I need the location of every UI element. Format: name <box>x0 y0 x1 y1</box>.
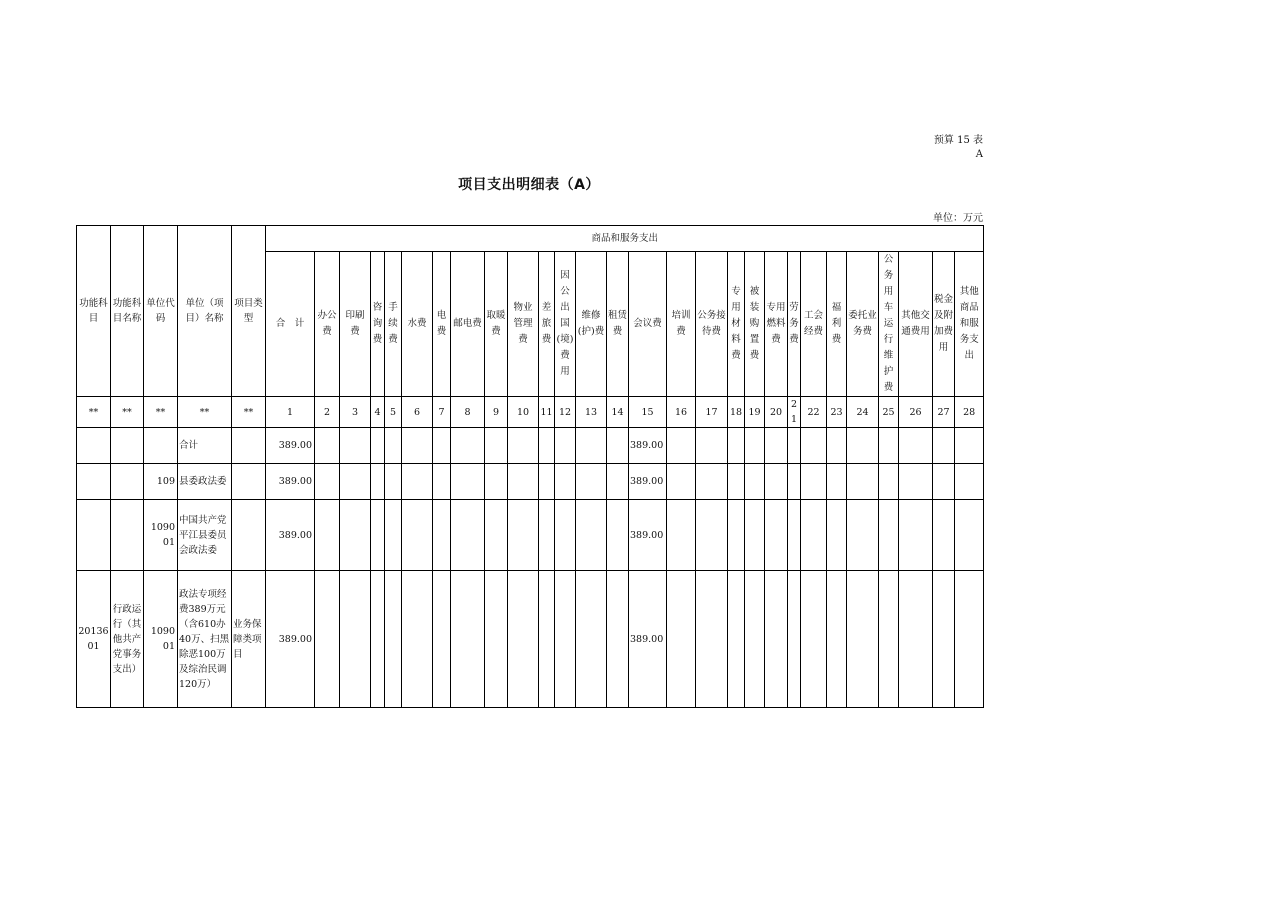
cell-empty <box>827 571 847 708</box>
cell-unit-name: 政法专项经费389万元（含610办40万、扫黑除恶100万及综治民调120万） <box>178 571 232 708</box>
index-cell: 20 <box>765 397 788 428</box>
index-cell: 3 <box>340 397 371 428</box>
cell-empty <box>955 464 984 500</box>
cell-empty <box>402 464 433 500</box>
header-expense-20: 专用燃料费 <box>765 252 788 397</box>
cell-empty <box>696 571 728 708</box>
header-expense-18: 专用材料费 <box>728 252 745 397</box>
cell-empty <box>899 571 933 708</box>
header-expense-14: 租赁费 <box>607 252 629 397</box>
index-cell: 18 <box>728 397 745 428</box>
cell-unit-code: 109001 <box>144 500 178 571</box>
header-expense-10: 物业管理费 <box>508 252 539 397</box>
cell-empty <box>315 500 340 571</box>
cell-empty <box>371 428 385 464</box>
cell-empty <box>899 500 933 571</box>
cell-empty <box>788 428 801 464</box>
cell-func-name <box>111 500 144 571</box>
cell-empty <box>955 428 984 464</box>
header-expense-17: 公务接待费 <box>696 252 728 397</box>
cell-unit-code <box>144 428 178 464</box>
cell-empty <box>451 571 485 708</box>
cell-empty <box>385 571 402 708</box>
cell-project-type: 业务保障类项目 <box>232 571 266 708</box>
cell-empty <box>607 428 629 464</box>
cell-empty <box>385 500 402 571</box>
cell-empty <box>879 464 899 500</box>
document-title: 项目支出明细表（A） <box>458 177 600 193</box>
cell-empty <box>667 500 696 571</box>
cell-empty <box>371 571 385 708</box>
cell-unit-name: 县委政法委 <box>178 464 232 500</box>
cell-empty <box>827 464 847 500</box>
index-cell: 26 <box>899 397 933 428</box>
cell-empty <box>765 464 788 500</box>
cell-empty <box>402 571 433 708</box>
cell-func-code: 2013601 <box>77 571 111 708</box>
cell-empty <box>539 428 555 464</box>
cell-empty <box>315 464 340 500</box>
cell-total: 389.00 <box>266 464 315 500</box>
header-expense-16: 培训费 <box>667 252 696 397</box>
index-cell: 7 <box>433 397 451 428</box>
cell-project-type <box>232 428 266 464</box>
cell-empty <box>555 464 576 500</box>
cell-total: 389.00 <box>266 571 315 708</box>
cell-empty <box>801 464 827 500</box>
index-cell: 22 <box>801 397 827 428</box>
header-expense-4: 咨询费 <box>371 252 385 397</box>
header-expense-7: 电费 <box>433 252 451 397</box>
cell-empty <box>315 571 340 708</box>
cell-meeting-fee: 389.00 <box>629 571 667 708</box>
cell-empty <box>508 571 539 708</box>
cell-unit-name: 中国共产党平江县委员会政法委 <box>178 500 232 571</box>
header-expense-21: 劳务费 <box>788 252 801 397</box>
cell-empty <box>847 464 879 500</box>
cell-func-name <box>111 428 144 464</box>
cell-unit-name: 合计 <box>178 428 232 464</box>
cell-func-code <box>77 464 111 500</box>
cell-empty <box>788 464 801 500</box>
cell-empty <box>340 464 371 500</box>
cell-empty <box>451 464 485 500</box>
header-expense-12: 因公出国(境)费用 <box>555 252 576 397</box>
header-func-code: 功能科目 <box>77 226 111 397</box>
cell-meeting-fee: 389.00 <box>629 500 667 571</box>
index-cell: 28 <box>955 397 984 428</box>
cell-empty <box>933 464 955 500</box>
cell-func-name <box>111 464 144 500</box>
cell-project-type <box>232 464 266 500</box>
form-suffix: A <box>975 149 983 160</box>
index-cell: 12 <box>555 397 576 428</box>
cell-empty <box>576 464 607 500</box>
cell-empty <box>385 428 402 464</box>
cell-empty <box>340 571 371 708</box>
cell-empty <box>696 428 728 464</box>
cell-empty <box>402 500 433 571</box>
cell-empty <box>451 500 485 571</box>
index-cell: 13 <box>576 397 607 428</box>
cell-meeting-fee: 389.00 <box>629 464 667 500</box>
header-expense-23: 福利费 <box>827 252 847 397</box>
cell-func-code <box>77 428 111 464</box>
cell-empty <box>555 571 576 708</box>
header-expense-24: 委托业务费 <box>847 252 879 397</box>
index-cell: 6 <box>402 397 433 428</box>
index-cell: 25 <box>879 397 899 428</box>
cell-empty <box>847 571 879 708</box>
cell-empty <box>765 571 788 708</box>
cell-func-code <box>77 500 111 571</box>
index-cell: 15 <box>629 397 667 428</box>
cell-empty <box>508 464 539 500</box>
cell-empty <box>433 464 451 500</box>
cell-empty <box>667 428 696 464</box>
cell-empty <box>933 500 955 571</box>
index-cell: 21 <box>788 397 801 428</box>
cell-empty <box>667 571 696 708</box>
cell-empty <box>788 500 801 571</box>
cell-empty <box>576 428 607 464</box>
cell-project-type <box>232 500 266 571</box>
header-expense-15: 会议费 <box>629 252 667 397</box>
header-expense-28: 其他商品和服务支出 <box>955 252 984 397</box>
cell-total: 389.00 <box>266 500 315 571</box>
cell-empty <box>607 464 629 500</box>
index-cell: 1 <box>266 397 315 428</box>
index-cell: ** <box>111 397 144 428</box>
cell-empty <box>555 500 576 571</box>
cell-empty <box>696 464 728 500</box>
cell-empty <box>371 500 385 571</box>
cell-total: 389.00 <box>266 428 315 464</box>
index-cell: 14 <box>607 397 629 428</box>
index-cell: ** <box>178 397 232 428</box>
cell-empty <box>745 571 765 708</box>
cell-empty <box>745 500 765 571</box>
cell-empty <box>433 571 451 708</box>
header-expense-1: 合 计 <box>266 252 315 397</box>
header-expense-8: 邮电费 <box>451 252 485 397</box>
cell-empty <box>728 428 745 464</box>
cell-empty <box>667 464 696 500</box>
header-expense-27: 税金及附加费用 <box>933 252 955 397</box>
cell-empty <box>433 428 451 464</box>
index-cell: ** <box>232 397 266 428</box>
cell-empty <box>765 428 788 464</box>
cell-empty <box>508 428 539 464</box>
cell-empty <box>728 571 745 708</box>
cell-empty <box>728 500 745 571</box>
cell-empty <box>788 571 801 708</box>
header-expense-6: 水费 <box>402 252 433 397</box>
header-expense-25: 公务用车运行维护费 <box>879 252 899 397</box>
cell-empty <box>576 500 607 571</box>
cell-empty <box>933 571 955 708</box>
header-expense-26: 其他交通费用 <box>899 252 933 397</box>
cell-empty <box>607 500 629 571</box>
header-expense-13: 维修(护)费 <box>576 252 607 397</box>
cell-empty <box>879 571 899 708</box>
cell-empty <box>827 500 847 571</box>
cell-empty <box>955 571 984 708</box>
header-expense-3: 印刷费 <box>340 252 371 397</box>
cell-empty <box>451 428 485 464</box>
index-cell: 23 <box>827 397 847 428</box>
index-cell: 9 <box>485 397 508 428</box>
index-cell: 17 <box>696 397 728 428</box>
cell-empty <box>485 428 508 464</box>
cell-empty <box>607 571 629 708</box>
cell-empty <box>847 428 879 464</box>
header-unit-name: 单位（项目）名称 <box>178 226 232 397</box>
cell-empty <box>847 500 879 571</box>
cell-empty <box>765 500 788 571</box>
cell-empty <box>433 500 451 571</box>
project-expense-table <box>76 225 984 708</box>
cell-empty <box>315 428 340 464</box>
index-cell: 5 <box>385 397 402 428</box>
cell-empty <box>696 500 728 571</box>
header-expense-22: 工会经费 <box>801 252 827 397</box>
header-unit-code: 单位代码 <box>144 226 178 397</box>
index-cell: ** <box>77 397 111 428</box>
unit-note: 单位：万元 <box>933 213 983 224</box>
cell-empty <box>485 500 508 571</box>
cell-empty <box>899 464 933 500</box>
index-cell: 10 <box>508 397 539 428</box>
index-cell: 27 <box>933 397 955 428</box>
cell-empty <box>485 464 508 500</box>
header-project-type: 项目类型 <box>232 226 266 397</box>
header-expense-5: 手续费 <box>385 252 402 397</box>
cell-empty <box>879 500 899 571</box>
cell-empty <box>745 428 765 464</box>
cell-empty <box>539 500 555 571</box>
cell-empty <box>728 464 745 500</box>
cell-empty <box>539 464 555 500</box>
cell-empty <box>801 428 827 464</box>
cell-empty <box>879 428 899 464</box>
cell-empty <box>576 571 607 708</box>
cell-empty <box>340 500 371 571</box>
cell-empty <box>801 571 827 708</box>
group-header: 商品和服务支出 <box>266 226 984 252</box>
index-cell: 2 <box>315 397 340 428</box>
cell-empty <box>385 464 402 500</box>
cell-empty <box>827 428 847 464</box>
cell-empty <box>340 428 371 464</box>
index-cell: 16 <box>667 397 696 428</box>
cell-empty <box>933 428 955 464</box>
index-cell: 11 <box>539 397 555 428</box>
index-cell: 19 <box>745 397 765 428</box>
header-func-name: 功能科目名称 <box>111 226 144 397</box>
index-cell: 24 <box>847 397 879 428</box>
cell-empty <box>539 571 555 708</box>
header-expense-19: 被装购置费 <box>745 252 765 397</box>
cell-func-name: 行政运行（其他共产党事务支出） <box>111 571 144 708</box>
cell-empty <box>955 500 984 571</box>
index-cell: 8 <box>451 397 485 428</box>
cell-empty <box>745 464 765 500</box>
cell-empty <box>371 464 385 500</box>
cell-empty <box>899 428 933 464</box>
cell-empty <box>508 500 539 571</box>
cell-meeting-fee: 389.00 <box>629 428 667 464</box>
cell-empty <box>485 571 508 708</box>
header-expense-9: 取暖费 <box>485 252 508 397</box>
cell-unit-code: 109 <box>144 464 178 500</box>
header-expense-2: 办公费 <box>315 252 340 397</box>
cell-empty <box>555 428 576 464</box>
cell-empty <box>801 500 827 571</box>
cell-empty <box>402 428 433 464</box>
cell-unit-code: 109001 <box>144 571 178 708</box>
form-number: 预算 15 表 <box>933 135 983 146</box>
index-cell: 4 <box>371 397 385 428</box>
header-expense-11: 差旅费 <box>539 252 555 397</box>
index-cell: ** <box>144 397 178 428</box>
